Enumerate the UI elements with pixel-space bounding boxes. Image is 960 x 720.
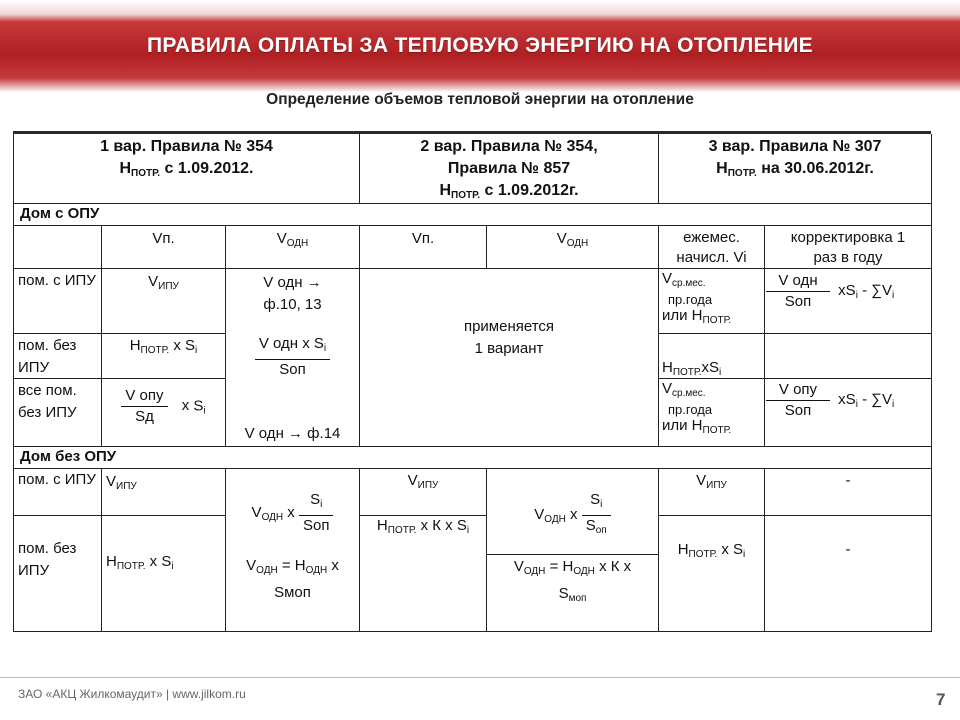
nopu-var1-hpotr-si: $Н_{ПОТР.}$ x $S_i$	[106, 553, 174, 572]
title-banner	[0, 0, 960, 92]
var3-monthly-3: $V_{ср.мес.}$ пр.года или $Н_{ПОТР.}$	[662, 380, 732, 436]
variant-3-rule: 3 вар. Правила № 307	[708, 138, 882, 155]
variant-3-date: $Н_{ПОТР.}$ на 30.06.2012г.	[716, 160, 874, 179]
nopu-var3-hpotr-si: $Н_{ПОТР.}$ x $S_i$	[677, 541, 746, 560]
page-subtitle: Определение объемов тепловой энергии на отопление	[266, 91, 694, 108]
footer-text: ЗАО «АКЦ Жилкомаудит» | www.jilkom.ru	[18, 687, 246, 701]
subhead-vp-2: Vп.	[411, 230, 435, 247]
header-variant-1	[14, 136, 359, 185]
var3-correction-3: $\frac{\text{V опу}}{\text{Sоп}}$ $xS_i - \sum V_i$	[766, 380, 930, 421]
subhead-monthly: ежемес. начисл. Vi	[676, 229, 747, 266]
nopu-var2-vipu: $V_{ИПУ}$	[407, 472, 439, 491]
subhead-vodn-1: $V_{ОДН}$	[276, 230, 309, 249]
row-label-no-opu-without-ipu: пом. без ИПУ	[18, 540, 77, 579]
subhead-correction: корректировка 1 раз в году	[790, 229, 906, 266]
nopu-var3-correction-1: -	[845, 472, 851, 489]
var1-vodn-f14: V одн → ф.14	[244, 425, 341, 442]
var1-hpotr-si: $Н_{ПОТР.}$ x $S_i$	[129, 337, 198, 356]
header-variant-2	[360, 136, 658, 207]
nopu-var2-vodn-frac: $V_{ОДН}$ x $\frac{S_i}{S_{оп}}$	[487, 490, 658, 541]
var1-vodn-frac: $\frac{V одн x S_i}{\text{Sоп}}$	[226, 334, 359, 380]
var3-monthly-1: $V_{ср.мес.}$ пр.года или $Н_{ПОТР.}$	[662, 270, 732, 326]
row-label-without-ipu: пом. без ИПУ	[18, 337, 77, 376]
var2-applies: применяется 1 вариант	[463, 318, 555, 357]
var1-vipu: $V_{ИПУ}$	[148, 273, 179, 292]
var1-vopu-sd: $\frac{\text{V опу}}{Sд}$ x $S_i$	[102, 386, 225, 427]
var3-monthly-2: $Н_{ПОТР.}xS_i$	[662, 359, 722, 378]
nopu-var1-vodn-norm: $V_{ОДН} = Н_{ОДН}$ x Sмоп	[246, 557, 339, 601]
header-variant-3	[659, 136, 931, 185]
footer-divider	[0, 677, 960, 678]
variant-2-rule-857: Правила № 857	[447, 160, 571, 177]
nopu-var1-vodn-frac: $V_{ОДН}$ x $\frac{S_i}{\text{Sоп}}$	[226, 490, 359, 536]
page-number: 7	[936, 690, 946, 709]
section-with-opu: Дом с ОПУ	[20, 205, 100, 222]
subhead-vodn-2: $V_{ОДН}$	[556, 230, 589, 249]
var3-correction-1: $\frac{\text{V одн}}{\text{Sоп}}$ $xS_i - \sum V_i$	[766, 271, 930, 312]
variant-2-rule: 2 вар. Правила № 354,	[420, 138, 598, 155]
nopu-var2-vodn-norm: $V_{ОДН} = Н_{ОДН}$ x К x $S_{моп}$	[513, 558, 632, 604]
row-label-no-opu-with-ipu: пом. с ИПУ	[18, 471, 96, 488]
variant-1-date: $Н_{ПОТР.}$ с 1.09.2012.	[119, 160, 254, 179]
variant-2-date: $Н_{ПОТР.}$ с 1.09.2012г.	[439, 182, 579, 201]
variant-1-rule: 1 вар. Правила № 354	[100, 138, 273, 155]
table-top-rule	[13, 131, 931, 134]
nopu-var1-vipu: $V_{ИПУ}$	[106, 473, 137, 492]
row-label-all-without-ipu: все пом. без ИПУ	[18, 382, 77, 421]
nopu-var2-hpotr-k: $Н_{ПОТР.}$ x К x $S_i$	[376, 517, 470, 536]
subhead-vp-1: Vп.	[152, 230, 175, 247]
section-without-opu: Дом без ОПУ	[20, 448, 117, 465]
var1-vodn-f1013: V одн → ф.10, 13	[263, 274, 322, 313]
nopu-var3-vipu: $V_{ИПУ}$	[696, 472, 727, 491]
nopu-var3-correction-2: -	[845, 541, 851, 558]
row-label-with-ipu: пом. с ИПУ	[18, 272, 96, 289]
page-title: ПРАВИЛА ОПЛАТЫ ЗА ТЕПЛОВУЮ ЭНЕРГИЮ НА ОТОПЛЕНИЕ	[147, 34, 813, 57]
